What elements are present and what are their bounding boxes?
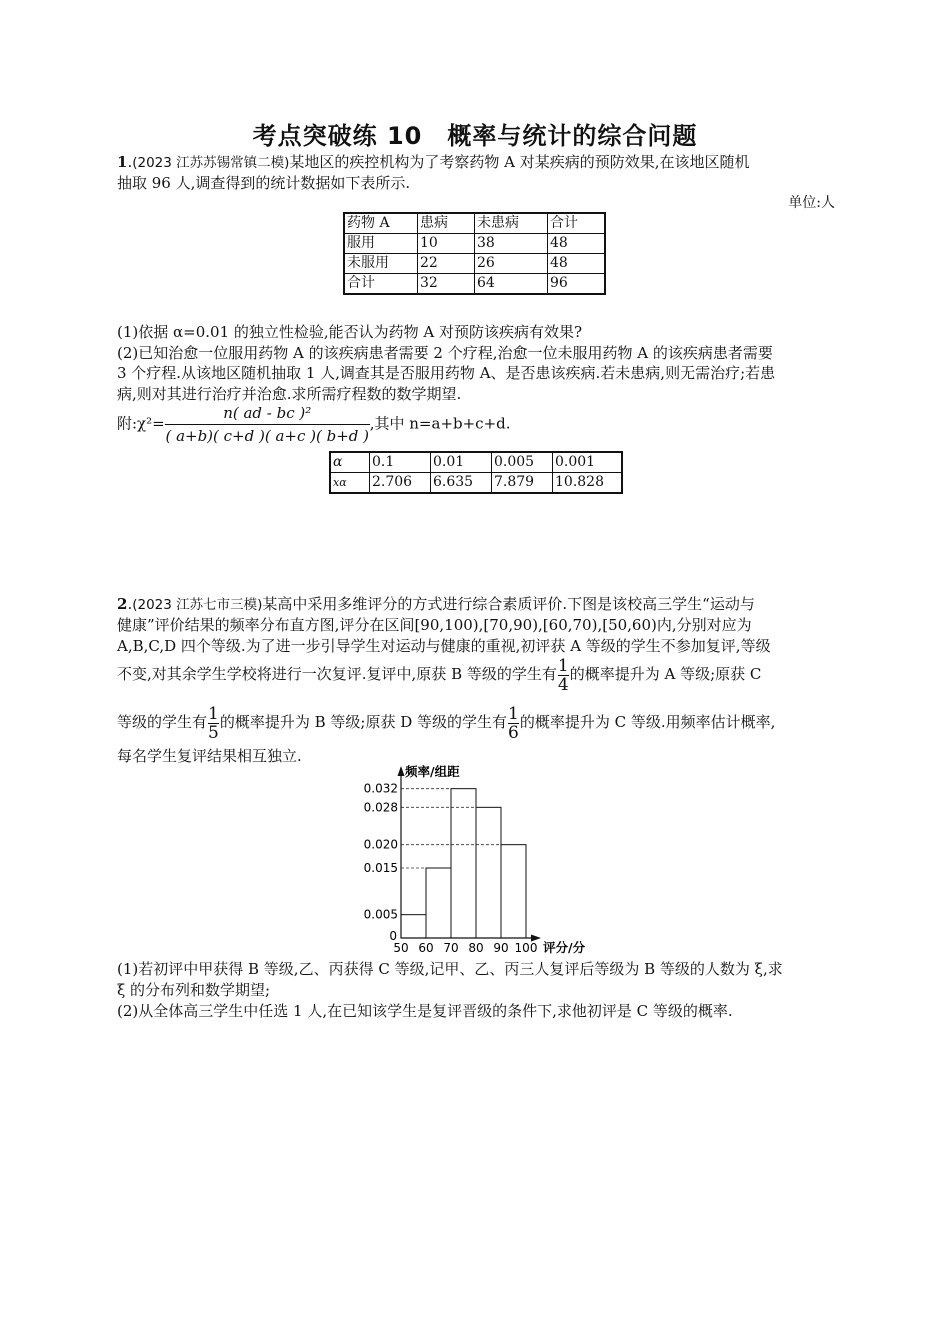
y-axis-arrow bbox=[398, 766, 405, 776]
q2-line4-b: 的概率提升为 A 等级;原获 C bbox=[569, 665, 762, 683]
q2-part2: (2)从全体高三学生中任选 1 人,在已知该学生是复评晋级的条件下,求他初评是 C 等级的概率. bbox=[117, 1002, 733, 1020]
histogram-bar bbox=[501, 845, 526, 938]
x-tick-label: 100 bbox=[514, 941, 538, 955]
histogram-bar bbox=[451, 789, 476, 938]
x-axis-title: 评分/分 bbox=[543, 940, 586, 955]
table-row bbox=[330, 473, 622, 494]
origin-label: 0 bbox=[389, 929, 397, 943]
table-cell: 服用 bbox=[344, 234, 418, 254]
q2-number: 2 bbox=[117, 595, 128, 613]
frequency-histogram bbox=[355, 762, 625, 958]
q1-unit: 单位:人 bbox=[788, 195, 835, 211]
formula-suffix: ,其中 n=a+b+c+d. bbox=[369, 414, 511, 433]
formula-prefix: 附:χ²= bbox=[117, 414, 165, 433]
y-axis-title: 频率/组距 bbox=[405, 764, 460, 779]
frac-denominator: 4 bbox=[557, 674, 569, 695]
q2-part1-line1: (1)若初评中甲获得 B 等级,乙、丙获得 C 等级,记甲、乙、丙三人复评后等级为 B 等级的人数为 ξ,求 bbox=[117, 960, 783, 978]
q2-part1-line2: ξ 的分布列和数学期望; bbox=[117, 981, 271, 999]
table-header-row bbox=[344, 213, 605, 234]
x-tick-label: 70 bbox=[443, 941, 459, 955]
y-tick-label: 0.032 bbox=[363, 781, 398, 796]
formula-numerator: n( ad - bc )² bbox=[223, 404, 312, 422]
q2-line1-text: 某高中采用多维评分的方式进行综合素质评价.下图是该校高三学生“运动与 bbox=[262, 595, 755, 613]
table-cell: 64 bbox=[475, 274, 548, 295]
table-cell: 2.706 bbox=[370, 473, 431, 494]
table-cell: 96 bbox=[548, 274, 606, 295]
table-cell: 7.879 bbox=[492, 473, 553, 494]
q2-line5-a: 等级的学生有 bbox=[117, 713, 208, 731]
table-cell: 0.01 bbox=[431, 452, 492, 473]
chi-square-formula bbox=[117, 402, 511, 447]
table-cell: 22 bbox=[418, 254, 475, 274]
q1-part1: (1)依据 α=0.01 的独立性检验,能否认为药物 A 对预防该疾病有效果? bbox=[117, 323, 583, 341]
table-row bbox=[344, 274, 605, 295]
table-row bbox=[344, 254, 605, 274]
table-cell: 6.635 bbox=[431, 473, 492, 494]
q1-part2-line1: (2)已知治愈一位服用药物 A 的该疾病患者需要 2 个疗程,治愈一位未服用药物 A 的该疾病患者需要 bbox=[117, 344, 773, 362]
table-cell: α bbox=[330, 452, 370, 473]
q1-intro-text1: 某地区的疾控机构为了考察药物 A 对某疾病的预防效果,在该地区随机 bbox=[289, 153, 750, 171]
frac-denominator: 6 bbox=[508, 722, 519, 743]
q2-line4-a: 不变,对其余学生学校将进行一次复评.复评中,原获 B 等级的学生有 bbox=[117, 665, 557, 683]
q2-line5-c: 的概率提升为 C 等级.用频率估计概率, bbox=[519, 713, 776, 731]
page-title: 考点突破练 10 概率与统计的综合问题 bbox=[252, 122, 698, 150]
q1-intro-line1: 1.(2023 江苏苏锡常镇二模)某地区的疾控机构为了考察药物 A 对某疾病的预防效果,在该地区随机 bbox=[117, 153, 750, 171]
frac-numerator: 1 bbox=[557, 655, 569, 676]
table-cell: 合计 bbox=[548, 213, 606, 234]
q1-number: 1 bbox=[117, 153, 128, 171]
alpha-critical-table bbox=[329, 451, 623, 494]
frac-denominator: 5 bbox=[208, 722, 219, 743]
table-row bbox=[330, 452, 622, 473]
x-tick-label: 60 bbox=[418, 941, 434, 955]
x-tick-label: 80 bbox=[468, 941, 484, 955]
q2-line5-b: 的概率提升为 B 等级;原获 D 等级的学生有 bbox=[219, 713, 508, 731]
table-cell: 药物 A bbox=[344, 213, 418, 234]
q1-source: (2023 江苏苏锡常镇二模) bbox=[132, 155, 290, 171]
y-tick-label: 0.005 bbox=[363, 907, 398, 922]
table-cell: 患病 bbox=[418, 213, 475, 234]
y-tick-label: 0.020 bbox=[363, 837, 398, 852]
y-tick-label: 0.028 bbox=[363, 800, 398, 815]
table-cell: 0.1 bbox=[370, 452, 431, 473]
table-cell: 10.828 bbox=[553, 473, 623, 494]
table-cell: 48 bbox=[548, 254, 606, 274]
formula-denominator: ( a+b)( c+d )( a+c )( b+d ) bbox=[165, 424, 370, 447]
table-cell: 48 bbox=[548, 234, 606, 254]
formula-fraction bbox=[165, 402, 370, 447]
table-cell: xα bbox=[330, 473, 370, 494]
q2-line3: A,B,C,D 四个等级.为了进一步引导学生对运动与健康的重视,初评获 A 等级的学生不参加复评,等级 bbox=[117, 637, 771, 655]
table-cell: 合计 bbox=[344, 274, 418, 295]
q2-line4 bbox=[117, 656, 837, 694]
table-cell: 32 bbox=[418, 274, 475, 295]
table-cell: 10 bbox=[418, 234, 475, 254]
x-tick-label: 90 bbox=[493, 941, 509, 955]
q2-line1: 2.(2023 江苏七市三模)某高中采用多维评分的方式进行综合素质评价.下图是该校高三学生“运动与 bbox=[117, 595, 755, 613]
fraction-one-fifth bbox=[208, 705, 219, 742]
q1-part2-line3: 病,则对其进行治疗并治愈.求所需疗程数的数学期望. bbox=[117, 385, 462, 403]
y-tick-label: 0.015 bbox=[363, 861, 398, 875]
table-cell: 未患病 bbox=[475, 213, 548, 234]
table-cell: 未服用 bbox=[344, 254, 418, 274]
table-cell: 0.001 bbox=[553, 452, 623, 473]
q2-line6: 每名学生复评结果相互独立. bbox=[117, 747, 302, 765]
histogram-bar bbox=[476, 807, 501, 938]
fraction-one-sixth bbox=[508, 705, 519, 742]
q2-source: (2023 江苏七市三模) bbox=[132, 597, 263, 613]
table-cell: 26 bbox=[475, 254, 548, 274]
histogram-bar bbox=[426, 868, 451, 938]
frac-numerator: 1 bbox=[508, 703, 519, 724]
q1-contingency-table bbox=[343, 212, 606, 295]
q2-line5 bbox=[117, 704, 847, 742]
histogram-bar bbox=[401, 915, 426, 938]
table-row bbox=[344, 234, 605, 254]
fraction-one-fourth bbox=[558, 657, 569, 694]
table-cell: 0.005 bbox=[492, 452, 553, 473]
q2-line2: 健康”评价结果的频率分布直方图,评分在区间[90,100),[70,90),[60,70),[50,60)内,分别对应为 bbox=[117, 616, 752, 634]
q1-intro-line2: 抽取 96 人,调查得到的统计数据如下表所示. bbox=[117, 174, 411, 192]
table-cell: 38 bbox=[475, 234, 548, 254]
q1-part2-line2: 3 个疗程.从该地区随机抽取 1 人,调查其是否服用药物 A、是否患该疾病.若未患病,则无需治疗;若患 bbox=[117, 364, 776, 382]
x-tick-label: 50 bbox=[393, 941, 409, 955]
frac-numerator: 1 bbox=[208, 703, 219, 724]
